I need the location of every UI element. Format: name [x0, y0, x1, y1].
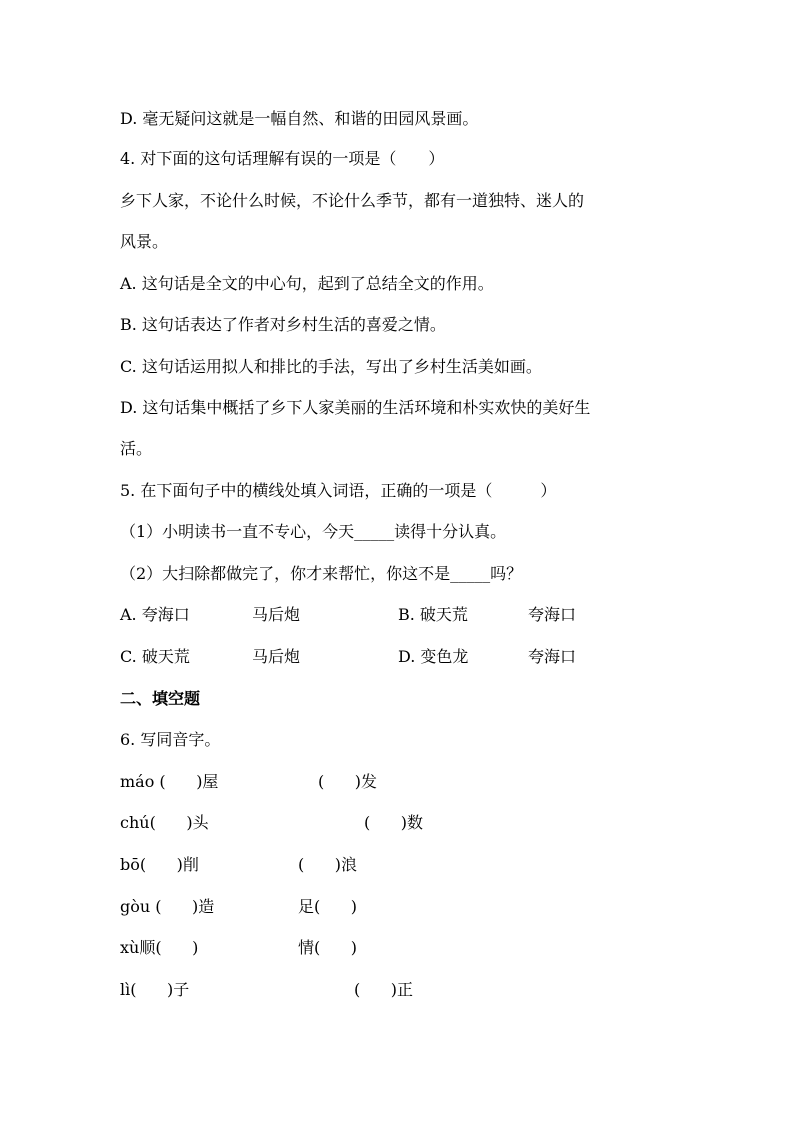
- q5-option-a-word2: 马后炮: [252, 605, 301, 624]
- q6-row-4-right: 足( ): [298, 897, 358, 916]
- q6-row-4-left: gòu ( )造: [120, 897, 215, 916]
- q4-option-b: B. 这句话表达了作者对乡村生活的喜爱之情。: [120, 315, 446, 334]
- q4-option-d-line1: D. 这句话集中概括了乡下人家美丽的生活环境和朴实欢快的美好生: [120, 398, 591, 417]
- q6-row-1-right: ( )发: [318, 772, 378, 791]
- section-2-title: 二、填空题: [120, 689, 201, 708]
- q6-row-1-left: máo ( )屋: [120, 772, 219, 791]
- q4-quote-line1: 乡下人家，不论什么时候，不论什么季节，都有一道独特、迷人的: [120, 191, 585, 210]
- q3-option-d: D. 毫无疑问这就是一幅自然、和谐的田园风景画。: [120, 109, 479, 128]
- q5-option-c-word2: 马后炮: [252, 647, 301, 666]
- q6-row-2-left: chú( )头: [120, 813, 209, 832]
- q6-stem: 6. 写同音字。: [120, 730, 221, 749]
- q5-option-a-word1: A. 夸海口: [120, 605, 190, 624]
- q6-row-6-right: ( )正: [354, 980, 414, 999]
- q5-sentence-2: （2）大扫除都做完了，你才来帮忙，你这不是_____吗？: [120, 564, 523, 583]
- q6-row-5-left: xù顺( ): [120, 938, 199, 957]
- q6-row-2-right: ( )数: [364, 813, 424, 832]
- q4-option-c: C. 这句话运用拟人和排比的手法，写出了乡村生活美如画。: [120, 357, 542, 376]
- q5-option-b-word2: 夸海口: [528, 605, 577, 624]
- q5-option-c-word1: C. 破天荒: [120, 647, 190, 666]
- q5-option-b-word1: B. 破天荒: [398, 605, 468, 624]
- q6-row-3-left: bō( )削: [120, 855, 199, 874]
- q5-option-d-word1: D. 变色龙: [398, 647, 469, 666]
- q5-sentence-1: （1）小明读书一直不专心，今天_____读得十分认真。: [120, 522, 507, 541]
- q4-option-a: A. 这句话是全文的中心句，起到了总结全文的作用。: [120, 274, 494, 293]
- q4-stem: 4. 对下面的这句话理解有误的一项是（ ）: [120, 149, 445, 168]
- q6-row-6-left: lì( )子: [120, 980, 190, 999]
- q5-stem: 5. 在下面句子中的横线处填入词语，正确的一项是（ ）: [120, 481, 557, 500]
- q6-row-5-right: 情( ): [298, 938, 358, 957]
- q6-row-3-right: ( )浪: [298, 855, 358, 874]
- q4-quote-line2: 风景。: [120, 232, 169, 251]
- q4-option-d-line2: 活。: [120, 439, 153, 458]
- q5-option-d-word2: 夸海口: [528, 647, 577, 666]
